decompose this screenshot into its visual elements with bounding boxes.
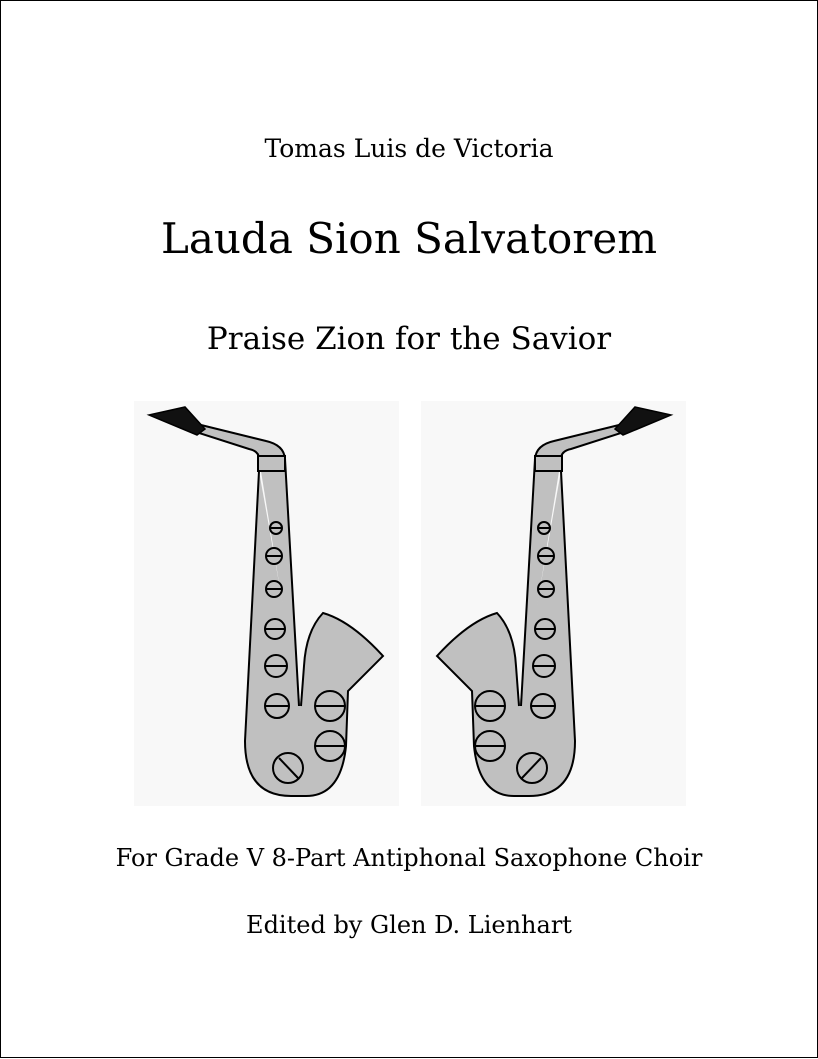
- editor-credit: Edited by Glen D. Lienhart: [246, 911, 572, 939]
- saxophone-illustration: [1, 1, 818, 1059]
- edition-line: For Grade V 8-Part Antiphonal Saxophone Choir: [115, 844, 703, 872]
- piece-subtitle: Praise Zion for the Savior: [206, 321, 612, 357]
- composer-name: Tomas Luis de Victoria: [264, 134, 554, 163]
- piece-title: Lauda Sion Salvatorem: [160, 214, 658, 263]
